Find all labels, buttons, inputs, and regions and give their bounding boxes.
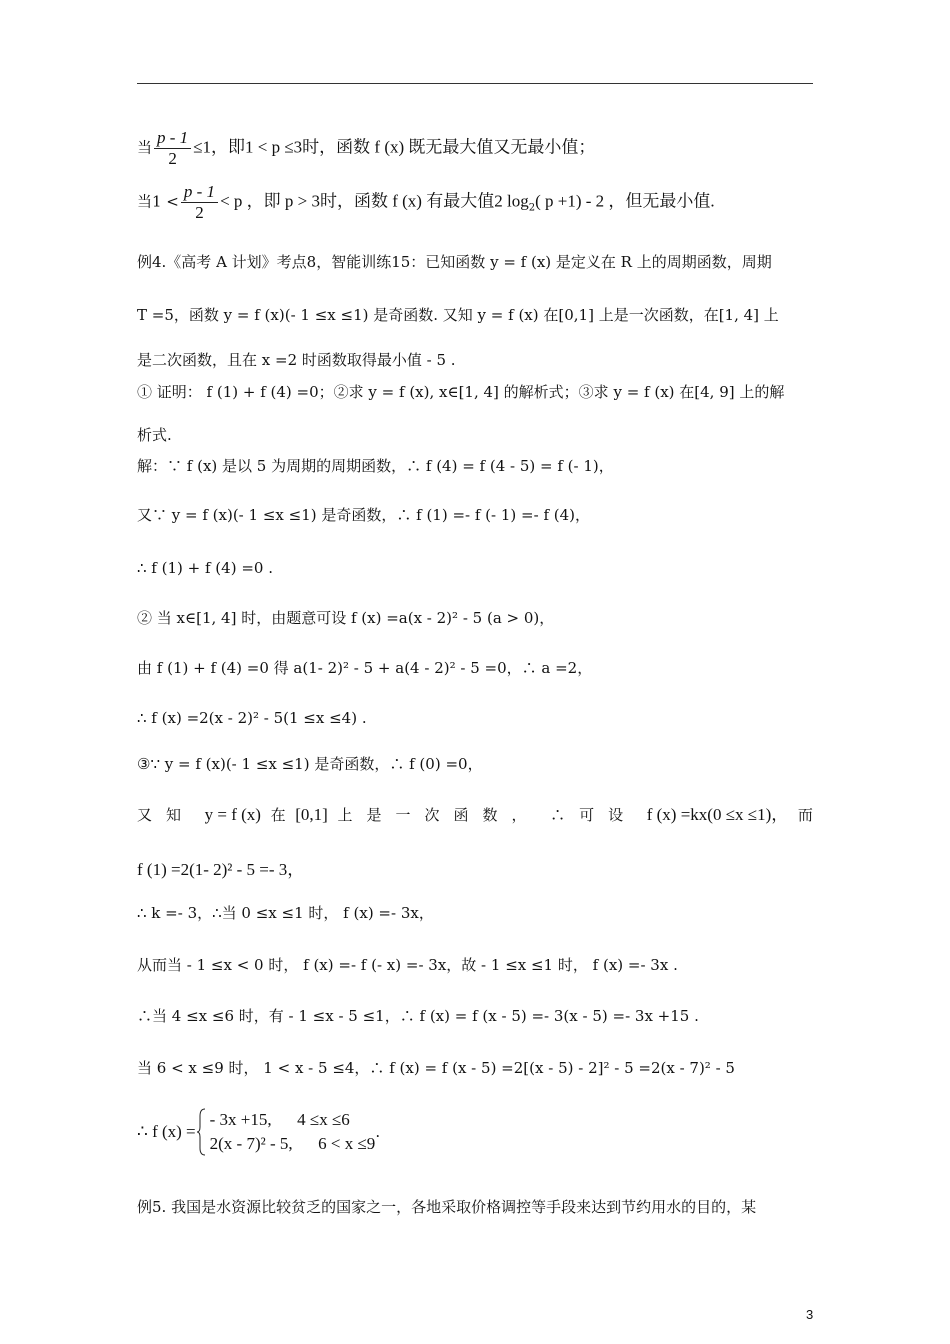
solution-line-1: 解：∵ f (x) 是以 5 为周期的周期函数，∴ f (4) = f (4 - 5) = f (- 1)， [137, 457, 614, 475]
piece-row-1: - 3x +15, 4 ≤x ≤6 [209, 1110, 350, 1129]
left-brace-icon [196, 1108, 206, 1156]
solution-line-14 [137, 1104, 813, 1160]
header-rule [137, 83, 813, 84]
solution-line-5: 由 f (1) + f (4) =0 得 a(1- 2)² - 5 + a(4 - 2)² - 5 =0，∴ a =2， [137, 659, 593, 677]
example-4-line-4: ① 证明： f (1) + f (4) =0；②求 y = f (x), x∈[1, 4] 的解析式；③求 y = f (x) 在[4, 9] 上的解 [137, 383, 785, 401]
text: 当1 < [137, 192, 179, 211]
solution-line-8 [137, 805, 813, 825]
text: ( p +1) - 2 ，但无最小值. [535, 191, 715, 211]
line-2 [137, 182, 813, 223]
solution-line-12: ∴当 4 ≤x ≤6 时，有 - 1 ≤x - 5 ≤1，∴ f (x) = f (x - 5) =- 3(x - 5) =- 3x +15 . [137, 1007, 699, 1025]
text: 在 [270, 806, 286, 824]
example-4-line-2: T =5，函数 y = f (x)(- 1 ≤x ≤1) 是奇函数. 又知 y = f (x) 在[0,1] 上是一次函数，在[1, 4] 上 [137, 306, 779, 324]
fraction [181, 182, 218, 223]
text: 当 [137, 138, 153, 157]
line-1 [137, 128, 813, 169]
example-4-line-5: 析式. [137, 426, 172, 444]
text: 上是一次函数， [337, 806, 541, 824]
subscript: 2 [528, 202, 536, 214]
solution-line-6: ∴ f (x) =2(x - 2)² - 5(1 ≤x ≤4) . [137, 709, 367, 727]
piece-row-2: 2(x - 7)² - 5, 6 < x ≤9 [209, 1134, 376, 1153]
solution-line-2: 又∵ y = f (x)(- 1 ≤x ≤1) 是奇函数，∴ f (1) =- f (- 1) =- f (4)， [137, 506, 591, 524]
example-4-line-1: 例4.《高考 A 计划》考点8，智能训练15：已知函数 y = f (x) 是定义在 R 上的周期函数，周期 [137, 253, 772, 271]
text: f (x) =kx(0 ≤x ≤1)， [646, 805, 789, 824]
fraction-numerator: p - 1 [154, 128, 191, 149]
text: 又知 [137, 806, 196, 824]
solution-line-9: f (1) =2(1- 2)² - 5 =- 3， [137, 860, 305, 879]
text: < p ，即 p > 3时，函数 f (x) 有最大值2 log [220, 191, 529, 211]
solution-line-7: ③∵ y = f (x)(- 1 ≤x ≤1) 是奇函数，∴ f (0) =0， [137, 755, 483, 773]
text: [0,1] [295, 805, 328, 824]
solution-line-10: ∴ k =- 3，∴当 0 ≤x ≤1 时， f (x) =- 3x， [137, 904, 434, 922]
example-5-line-1: 例5. 我国是水资源比较贫乏的国家之一，各地采取价格调控等手段来达到节约用水的目的，某 [137, 1198, 757, 1216]
solution-line-13: 当 6 < x ≤9 时， 1 < x - 5 ≤4，∴ f (x) = f (x - 5) =2[(x - 5) - 2]² - 5 =2(x - 7)² - 5 [137, 1059, 735, 1077]
solution-line-11: 从而当 - 1 ≤x < 0 时， f (x) =- f (- x) =- 3x，故 - 1 ≤x ≤1 时， f (x) =- 3x . [137, 956, 678, 974]
example-4-line-3: 是二次函数，且在 x =2 时函数取得最小值 - 5 . [137, 351, 456, 369]
text: ∴ f (x) = [137, 1122, 196, 1141]
solution-line-4: ② 当 x∈[1, 4] 时，由题意可设 f (x) =a(x - 2)² - 5 (a > 0)， [137, 609, 555, 627]
text: ≤1，即1 < p ≤3时，函数 f (x) 既无最大值又无最小值； [193, 137, 596, 157]
page-number: 3 [806, 1307, 814, 1322]
text: . [375, 1123, 381, 1141]
piecewise-function [196, 1108, 376, 1156]
fraction-denominator: 2 [168, 149, 177, 168]
text: ∴可设 [550, 806, 638, 824]
text: 而 [797, 806, 813, 824]
fraction [154, 128, 191, 169]
text: y = f (x) [204, 805, 261, 824]
fraction-denominator: 2 [195, 203, 204, 222]
fraction-numerator: p - 1 [181, 182, 218, 203]
solution-line-3: ∴ f (1) + f (4) =0 . [137, 559, 273, 577]
